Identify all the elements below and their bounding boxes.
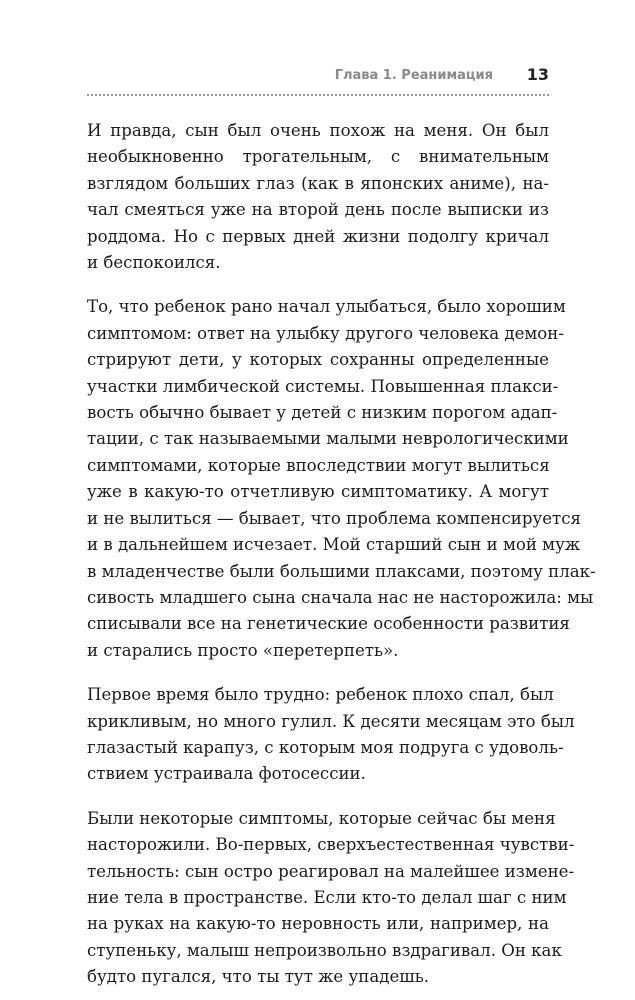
paragraph: [87, 118, 549, 276]
text-line: на руках на какую-то неровность или, например, на: [87, 914, 549, 934]
text-line: симптомами, которые впоследствии могут вылиться: [87, 455, 550, 475]
text-line: роддома. Но с первых дней жизни подолгу кричал: [87, 226, 549, 246]
text-line: ствием устраивала фотосессии.: [87, 764, 366, 784]
text-line: насторожили. Во-первых, сверхъестественная чувстви-: [87, 835, 575, 855]
text-line: симптомом: ответ на улыбку другого человека демон-: [87, 323, 564, 343]
text-line: чал смеяться уже на второй день после выписки из: [87, 200, 549, 220]
chapter-title: Глава 1. Реанимация: [334, 68, 493, 83]
text-line: крикливым, но много гулил. К десяти месяцам это был: [87, 711, 575, 731]
text-line: сивость младшего сына сначала нас не насторожила: мы: [87, 587, 594, 607]
text-line: То, что ребенок рано начал улыбаться, было хорошим: [87, 297, 566, 317]
text-line: глазастый карапуз, с которым моя подруга с удоволь-: [87, 737, 564, 757]
text-line: участки лимбической системы. Повышенная плакси-: [87, 376, 559, 396]
text-line: тельность: сын остро реагировал на малейшее измене-: [87, 861, 575, 881]
text-line: Первое время было трудно: ребенок плохо спал, был: [87, 685, 554, 705]
text-line: ние тела в пространстве. Если кто-то делал шаг с ним: [87, 887, 567, 907]
text-line: стрируют дети, у которых сохранны определенные: [87, 350, 549, 370]
body-text: [87, 118, 596, 1000]
text-line: необыкновенно трогательным, с внимательным: [87, 147, 549, 167]
text-line: списывали все на генетические особенности развития: [87, 614, 570, 634]
text-line: взглядом больших глаз (как в японских аниме), на-: [87, 173, 549, 193]
running-header: [87, 64, 549, 96]
text-line: И правда, сын был очень похож на меня. Он был: [87, 121, 549, 140]
text-line: ступеньку, малыш непроизвольно вздрагивал. Он как: [87, 940, 562, 960]
paragraph: [87, 806, 575, 991]
text-line: в младенчестве были большими плаксами, поэтому плак-: [87, 561, 596, 581]
text-line: и не вылиться — бывает, что проблема компенсируется: [87, 508, 581, 528]
text-line: и в дальнейшем исчезает. Мой старший сын и мой муж: [87, 535, 581, 555]
text-line: тации, с так называемыми малыми неврологическими: [87, 429, 569, 449]
text-line: вость обычно бывает у детей с низким порогом адап-: [87, 403, 558, 423]
text-line: уже в какую-то отчетливую симптоматику. А могут: [87, 482, 549, 502]
text-line: Были некоторые симптомы, которые сейчас бы меня: [87, 808, 556, 828]
text-line: и беспокоился.: [87, 253, 221, 273]
text-line: будто пугался, что ты тут же упадешь.: [87, 967, 430, 987]
paragraph: [87, 682, 575, 788]
text-line: и старались просто «перетерпеть».: [87, 640, 399, 660]
page-number: 13: [526, 65, 549, 84]
paragraph: [87, 294, 596, 664]
